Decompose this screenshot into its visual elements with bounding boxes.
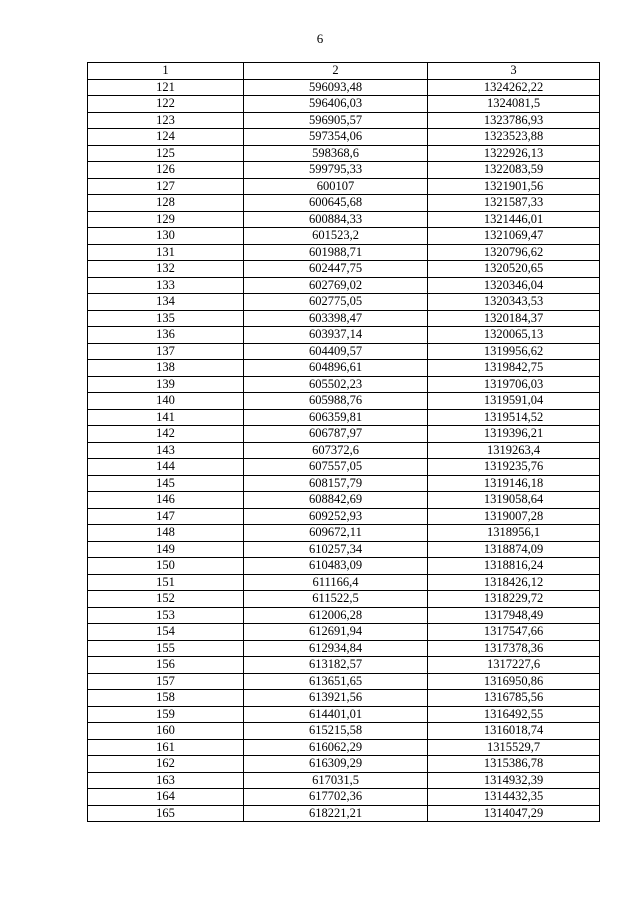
- table-row: [88, 541, 600, 558]
- y-coordinate-cell: 1315529,7: [428, 739, 600, 756]
- y-coordinate-cell: 1321446,01: [428, 211, 600, 228]
- y-coordinate-cell: 1319058,64: [428, 492, 600, 509]
- table-row: [88, 607, 600, 624]
- table-row: [88, 376, 600, 393]
- table-row: [88, 475, 600, 492]
- point-number-cell: 137: [88, 343, 244, 360]
- point-number-cell: 160: [88, 723, 244, 740]
- y-coordinate-cell: 1322926,13: [428, 145, 600, 162]
- y-coordinate-cell: 1319146,18: [428, 475, 600, 492]
- y-coordinate-cell: 1320184,37: [428, 310, 600, 327]
- table-row: [88, 574, 600, 591]
- x-coordinate-cell: 602447,75: [244, 261, 428, 278]
- y-coordinate-cell: 1318816,24: [428, 558, 600, 575]
- point-number-cell: 149: [88, 541, 244, 558]
- point-number-cell: 138: [88, 360, 244, 377]
- table-row: [88, 178, 600, 195]
- table-row: [88, 558, 600, 575]
- x-coordinate-cell: 618221,21: [244, 805, 428, 822]
- y-coordinate-cell: 1318956,1: [428, 525, 600, 542]
- x-coordinate-cell: 606359,81: [244, 409, 428, 426]
- table-row: [88, 756, 600, 773]
- table-row: [88, 261, 600, 278]
- table-row: [88, 211, 600, 228]
- table-row: [88, 96, 600, 113]
- x-coordinate-cell: 617702,36: [244, 789, 428, 806]
- table-row: [88, 673, 600, 690]
- x-coordinate-cell: 613921,56: [244, 690, 428, 707]
- y-coordinate-cell: 1318874,09: [428, 541, 600, 558]
- y-coordinate-cell: 1316492,55: [428, 706, 600, 723]
- x-coordinate-cell: 599795,33: [244, 162, 428, 179]
- table-row: [88, 310, 600, 327]
- table-row: [88, 772, 600, 789]
- y-coordinate-cell: 1324081,5: [428, 96, 600, 113]
- table-row: [88, 739, 600, 756]
- x-coordinate-cell: 612006,28: [244, 607, 428, 624]
- table-row: [88, 805, 600, 822]
- point-number-cell: 136: [88, 327, 244, 344]
- x-coordinate-cell: 612691,94: [244, 624, 428, 641]
- header-cell-3: 3: [428, 63, 600, 80]
- table-row: [88, 360, 600, 377]
- y-coordinate-cell: 1324262,22: [428, 79, 600, 96]
- x-coordinate-cell: 611166,4: [244, 574, 428, 591]
- x-coordinate-cell: 612934,84: [244, 640, 428, 657]
- table-row: [88, 789, 600, 806]
- point-number-cell: 152: [88, 591, 244, 608]
- table-row: [88, 640, 600, 657]
- table-row: [88, 294, 600, 311]
- table-row: [88, 706, 600, 723]
- x-coordinate-cell: 603937,14: [244, 327, 428, 344]
- x-coordinate-cell: 596406,03: [244, 96, 428, 113]
- point-number-cell: 143: [88, 442, 244, 459]
- x-coordinate-cell: 598368,6: [244, 145, 428, 162]
- y-coordinate-cell: 1316950,86: [428, 673, 600, 690]
- table-row: [88, 442, 600, 459]
- y-coordinate-cell: 1319842,75: [428, 360, 600, 377]
- y-coordinate-cell: 1321069,47: [428, 228, 600, 245]
- point-number-cell: 124: [88, 129, 244, 146]
- point-number-cell: 140: [88, 393, 244, 410]
- y-coordinate-cell: 1315386,78: [428, 756, 600, 773]
- table-row: [88, 657, 600, 674]
- y-coordinate-cell: 1314932,39: [428, 772, 600, 789]
- y-coordinate-cell: 1322083,59: [428, 162, 600, 179]
- y-coordinate-cell: 1314432,35: [428, 789, 600, 806]
- table-row: [88, 79, 600, 96]
- table-body: [88, 79, 600, 822]
- y-coordinate-cell: 1317948,49: [428, 607, 600, 624]
- y-coordinate-cell: 1316018,74: [428, 723, 600, 740]
- y-coordinate-cell: 1319591,04: [428, 393, 600, 410]
- point-number-cell: 139: [88, 376, 244, 393]
- y-coordinate-cell: 1319263,4: [428, 442, 600, 459]
- y-coordinate-cell: 1321587,33: [428, 195, 600, 212]
- table-row: [88, 459, 600, 476]
- x-coordinate-cell: 596093,48: [244, 79, 428, 96]
- x-coordinate-cell: 616062,29: [244, 739, 428, 756]
- y-coordinate-cell: 1317547,66: [428, 624, 600, 641]
- x-coordinate-cell: 614401,01: [244, 706, 428, 723]
- y-coordinate-cell: 1314047,29: [428, 805, 600, 822]
- page-number: 6: [316, 31, 324, 46]
- x-coordinate-cell: 609252,93: [244, 508, 428, 525]
- x-coordinate-cell: 601523,2: [244, 228, 428, 245]
- x-coordinate-cell: 617031,5: [244, 772, 428, 789]
- table-row: [88, 112, 600, 129]
- y-coordinate-cell: 1317227,6: [428, 657, 600, 674]
- x-coordinate-cell: 597354,06: [244, 129, 428, 146]
- point-number-cell: 158: [88, 690, 244, 707]
- x-coordinate-cell: 610257,34: [244, 541, 428, 558]
- x-coordinate-cell: 602775,05: [244, 294, 428, 311]
- point-number-cell: 159: [88, 706, 244, 723]
- point-number-cell: 133: [88, 277, 244, 294]
- table-row: [88, 162, 600, 179]
- point-number-cell: 157: [88, 673, 244, 690]
- point-number-cell: 125: [88, 145, 244, 162]
- point-number-cell: 131: [88, 244, 244, 261]
- y-coordinate-cell: 1319235,76: [428, 459, 600, 476]
- point-number-cell: 151: [88, 574, 244, 591]
- point-number-cell: 163: [88, 772, 244, 789]
- y-coordinate-cell: 1323523,88: [428, 129, 600, 146]
- y-coordinate-cell: 1319514,52: [428, 409, 600, 426]
- x-coordinate-cell: 608842,69: [244, 492, 428, 509]
- table-row: [88, 195, 600, 212]
- point-number-cell: 150: [88, 558, 244, 575]
- x-coordinate-cell: 605502,23: [244, 376, 428, 393]
- table-row: [88, 145, 600, 162]
- point-number-cell: 130: [88, 228, 244, 245]
- point-number-cell: 164: [88, 789, 244, 806]
- x-coordinate-cell: 600645,68: [244, 195, 428, 212]
- point-number-cell: 161: [88, 739, 244, 756]
- y-coordinate-cell: 1318426,12: [428, 574, 600, 591]
- point-number-cell: 122: [88, 96, 244, 113]
- header-cell-2: 2: [244, 63, 428, 80]
- point-number-cell: 126: [88, 162, 244, 179]
- point-number-cell: 154: [88, 624, 244, 641]
- x-coordinate-cell: 616309,29: [244, 756, 428, 773]
- y-coordinate-cell: 1319956,62: [428, 343, 600, 360]
- y-coordinate-cell: 1317378,36: [428, 640, 600, 657]
- table-row: [88, 277, 600, 294]
- table-row: [88, 591, 600, 608]
- header-cell-1: 1: [88, 63, 244, 80]
- x-coordinate-cell: 605988,76: [244, 393, 428, 410]
- y-coordinate-cell: 1319396,21: [428, 426, 600, 443]
- table-row: [88, 129, 600, 146]
- x-coordinate-cell: 608157,79: [244, 475, 428, 492]
- coordinates-table: [87, 62, 600, 822]
- table-row: [88, 343, 600, 360]
- y-coordinate-cell: 1316785,56: [428, 690, 600, 707]
- point-number-cell: 148: [88, 525, 244, 542]
- point-number-cell: 142: [88, 426, 244, 443]
- point-number-cell: 129: [88, 211, 244, 228]
- x-coordinate-cell: 613651,65: [244, 673, 428, 690]
- y-coordinate-cell: 1320346,04: [428, 277, 600, 294]
- x-coordinate-cell: 611522,5: [244, 591, 428, 608]
- table-row: [88, 525, 600, 542]
- point-number-cell: 135: [88, 310, 244, 327]
- x-coordinate-cell: 604896,61: [244, 360, 428, 377]
- x-coordinate-cell: 600107: [244, 178, 428, 195]
- y-coordinate-cell: 1318229,72: [428, 591, 600, 608]
- x-coordinate-cell: 596905,57: [244, 112, 428, 129]
- table-row: [88, 426, 600, 443]
- y-coordinate-cell: 1321901,56: [428, 178, 600, 195]
- table-row: [88, 409, 600, 426]
- point-number-cell: 147: [88, 508, 244, 525]
- point-number-cell: 134: [88, 294, 244, 311]
- table-header-row: [88, 63, 600, 80]
- table-row: [88, 228, 600, 245]
- point-number-cell: 128: [88, 195, 244, 212]
- x-coordinate-cell: 604409,57: [244, 343, 428, 360]
- table-row: [88, 492, 600, 509]
- table-row: [88, 624, 600, 641]
- x-coordinate-cell: 606787,97: [244, 426, 428, 443]
- y-coordinate-cell: 1323786,93: [428, 112, 600, 129]
- point-number-cell: 146: [88, 492, 244, 509]
- point-number-cell: 144: [88, 459, 244, 476]
- x-coordinate-cell: 603398,47: [244, 310, 428, 327]
- y-coordinate-cell: 1319706,03: [428, 376, 600, 393]
- point-number-cell: 156: [88, 657, 244, 674]
- y-coordinate-cell: 1320796,62: [428, 244, 600, 261]
- table-row: [88, 327, 600, 344]
- y-coordinate-cell: 1320520,65: [428, 261, 600, 278]
- x-coordinate-cell: 607372,6: [244, 442, 428, 459]
- table-row: [88, 508, 600, 525]
- x-coordinate-cell: 600884,33: [244, 211, 428, 228]
- point-number-cell: 132: [88, 261, 244, 278]
- y-coordinate-cell: 1320065,13: [428, 327, 600, 344]
- y-coordinate-cell: 1319007,28: [428, 508, 600, 525]
- x-coordinate-cell: 601988,71: [244, 244, 428, 261]
- point-number-cell: 155: [88, 640, 244, 657]
- point-number-cell: 123: [88, 112, 244, 129]
- point-number-cell: 153: [88, 607, 244, 624]
- y-coordinate-cell: 1320343,53: [428, 294, 600, 311]
- x-coordinate-cell: 613182,57: [244, 657, 428, 674]
- x-coordinate-cell: 609672,11: [244, 525, 428, 542]
- x-coordinate-cell: 615215,58: [244, 723, 428, 740]
- point-number-cell: 127: [88, 178, 244, 195]
- table-row: [88, 393, 600, 410]
- point-number-cell: 121: [88, 79, 244, 96]
- table-row: [88, 690, 600, 707]
- x-coordinate-cell: 602769,02: [244, 277, 428, 294]
- point-number-cell: 162: [88, 756, 244, 773]
- point-number-cell: 145: [88, 475, 244, 492]
- x-coordinate-cell: 607557,05: [244, 459, 428, 476]
- table-row: [88, 723, 600, 740]
- point-number-cell: 141: [88, 409, 244, 426]
- point-number-cell: 165: [88, 805, 244, 822]
- table-row: [88, 244, 600, 261]
- x-coordinate-cell: 610483,09: [244, 558, 428, 575]
